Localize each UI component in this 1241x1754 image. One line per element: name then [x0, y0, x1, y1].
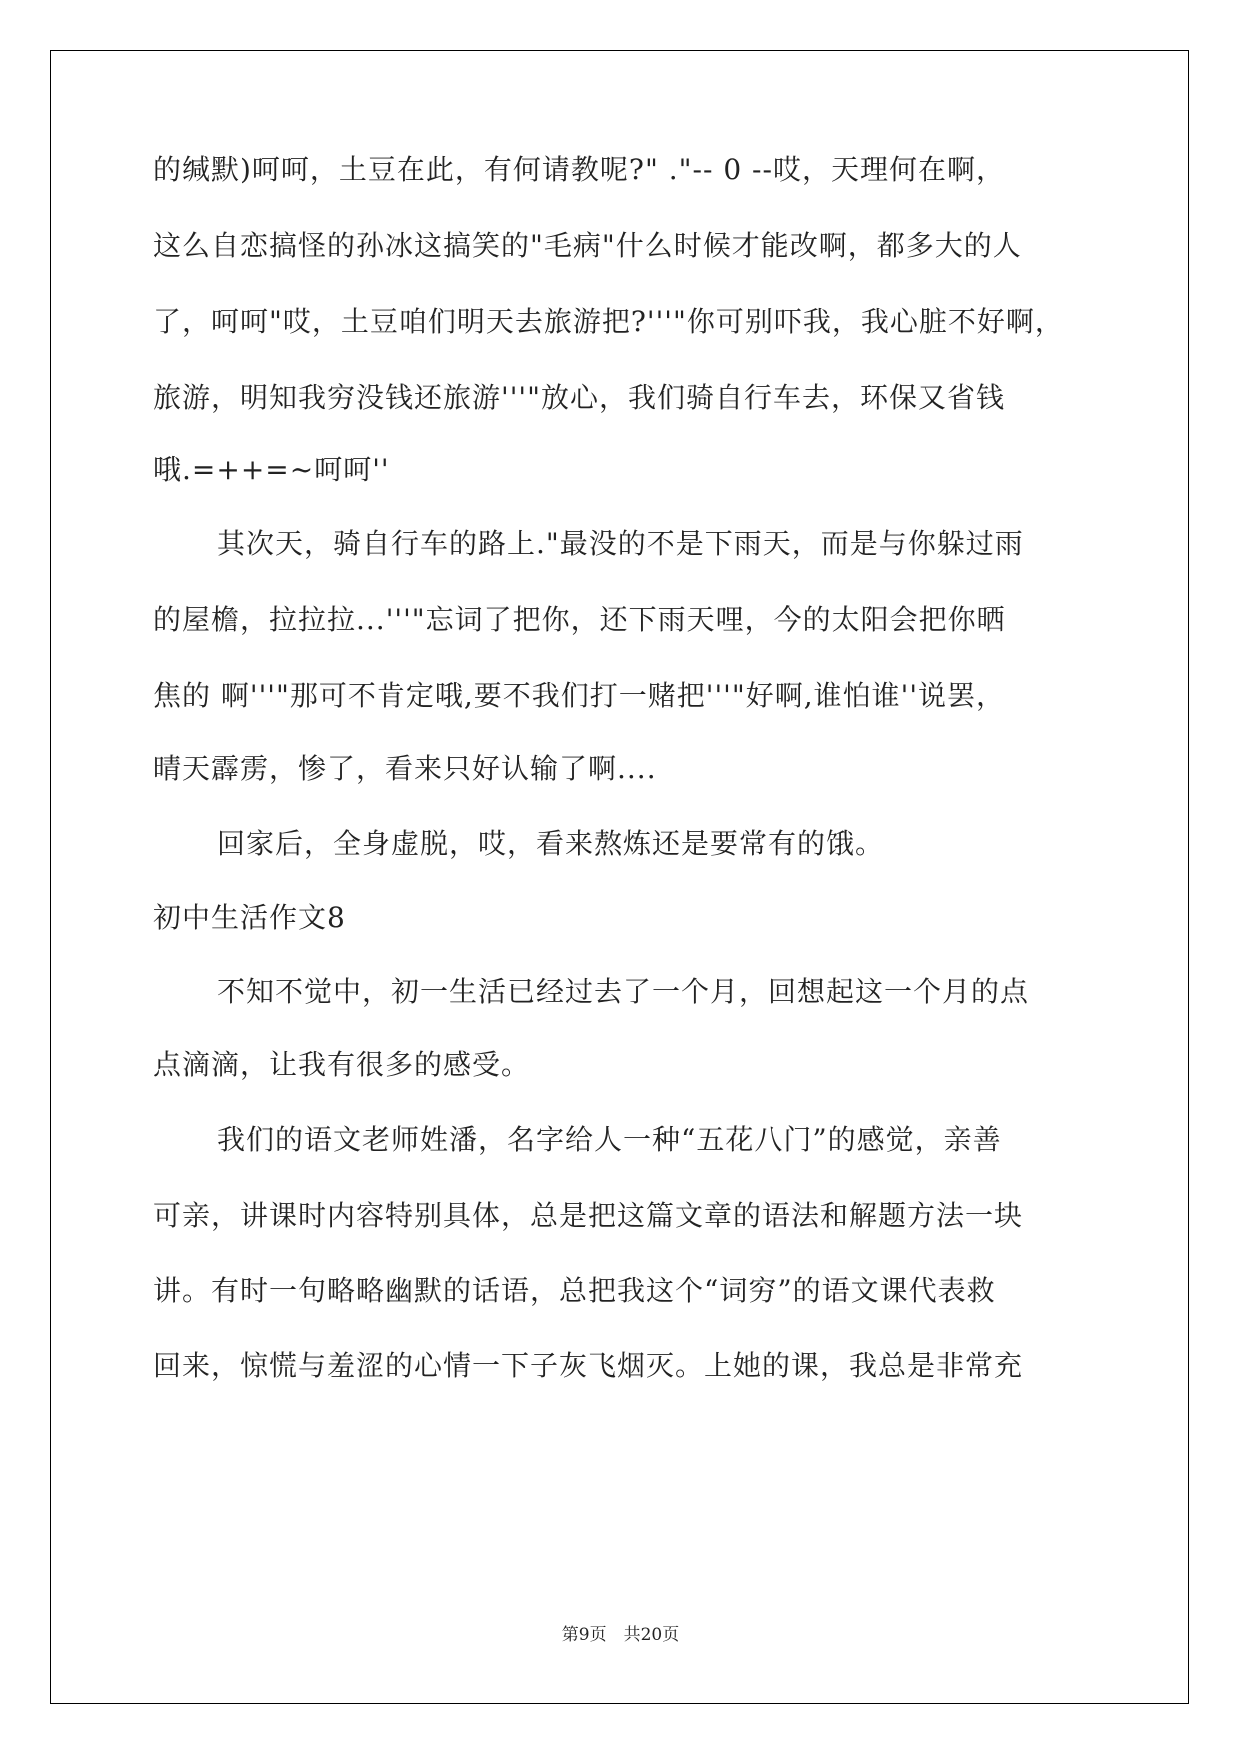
text-line: 回来，惊慌与羞涩的心情一下子灰飞烟灭。上她的课，我总是非常充 — [153, 1349, 1024, 1382]
text-line: 讲。有时一句略略幽默的话语，总把我这个“词穷”的语文课代表救 — [153, 1274, 996, 1307]
paragraph-start-line: 其次天，骑自行车的路上."最没的不是下雨天，而是与你躲过雨 — [217, 527, 1024, 560]
text-line: 的缄默)呵呵，土豆在此，有何请教呢?" ."-- 0 --哎，天理何在啊， — [153, 153, 1005, 186]
text-line: 可亲，讲课时内容特别具体，总是把这篇文章的语法和解题方法一块 — [153, 1199, 1024, 1232]
section-heading: 初中生活作文8 — [153, 901, 346, 934]
paragraph-start-line: 回家后，全身虚脱，哎，看来熬炼还是要常有的饿。 — [217, 827, 885, 860]
text-line: 晴天霹雳，惨了，看来只好认输了啊.... — [153, 752, 657, 785]
text-line: 的屋檐，拉拉拉...'''"忘词了把你，还下雨天哩，今的太阳会把你晒 — [153, 603, 1006, 636]
text-line: 旅游，明知我穷没钱还旅游'''"放心，我们骑自行车去，环保又省钱 — [153, 381, 1005, 414]
paragraph-start-line: 不知不觉中，初一生活已经过去了一个月，回想起这一个月的点 — [217, 975, 1030, 1008]
page-border — [50, 50, 1189, 1704]
text-line: 焦的 啊'''"那可不肯定哦,要不我们打一赌把'''"好啊,谁怕谁''说罢， — [153, 679, 1006, 712]
text-line: 这么自恋搞怪的孙冰这搞笑的"毛病"什么时候才能改啊，都多大的人 — [153, 229, 1022, 262]
paragraph-start-line: 我们的语文老师姓潘，名字给人一种“五花八门”的感觉，亲善 — [217, 1123, 1002, 1156]
text-line: 点滴滴，让我有很多的感受。 — [153, 1048, 531, 1081]
text-line: 了，呵呵"哎，土豆咱们明天去旅游把?'''"你可别吓我，我心脏不好啊， — [153, 305, 1064, 338]
page-footer: 第9页 共20页 — [561, 1625, 680, 1645]
text-line: 哦.=++=~呵呵'' — [153, 453, 390, 486]
